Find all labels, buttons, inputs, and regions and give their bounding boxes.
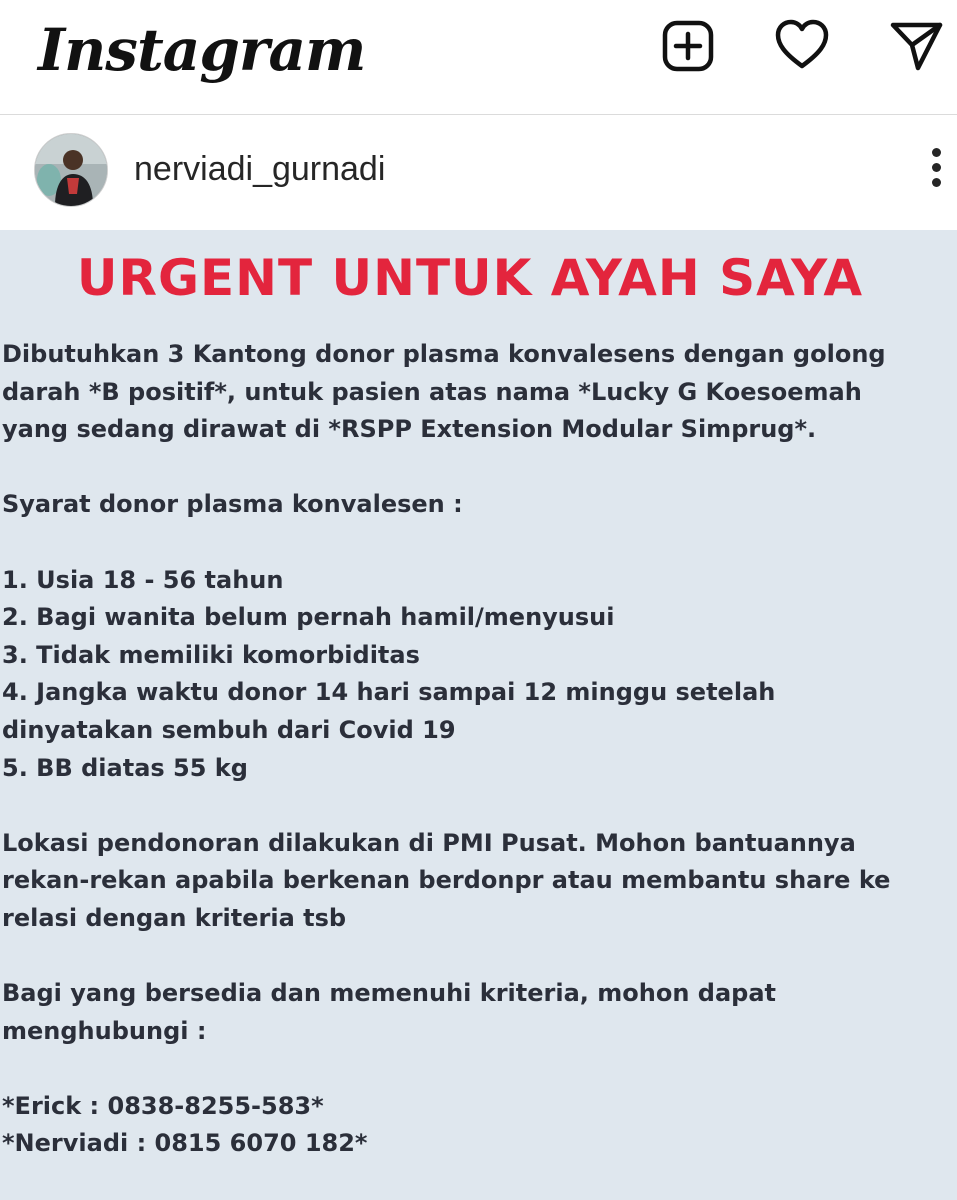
- body-line: 3. Tidak memiliki komorbiditas: [2, 640, 420, 669]
- body-line: 1. Usia 18 - 56 tahun: [2, 565, 284, 594]
- body-line: Bagi yang bersedia dan memenuhi kriteria, mohon dapat: [2, 979, 776, 1008]
- body-spacer: [2, 449, 957, 487]
- body-line: menghubungi :: [2, 1016, 207, 1045]
- more-options-icon[interactable]: [920, 143, 952, 195]
- body-line: *Nerviadi : 0815 6070 182*: [2, 1129, 368, 1158]
- post-header: [0, 115, 957, 230]
- body-spacer: [2, 938, 957, 976]
- body-line: dinyatakan sembuh dari Covid 19: [2, 715, 456, 744]
- body-spacer: [2, 524, 957, 562]
- post-username[interactable]: nerviadi_gurnadi: [134, 150, 386, 188]
- body-line: Dibutuhkan 3 Kantong donor plasma konvalesens dengan golong: [2, 340, 886, 368]
- body-line: 2. Bagi wanita belum pernah hamil/menyusui: [2, 603, 615, 632]
- body-line: Lokasi pendonoran dilakukan di PMI Pusat. Mohon bantuannya: [2, 828, 856, 857]
- body-line: relasi dengan kriteria tsb: [2, 903, 347, 932]
- body-line: yang sedang dirawat di *RSPP Extension Modular Simprug*.: [2, 415, 817, 444]
- body-line: 5. BB diatas 55 kg: [2, 753, 248, 782]
- send-icon[interactable]: [888, 18, 944, 74]
- body-spacer: [2, 1050, 957, 1088]
- body-spacer: [2, 787, 957, 825]
- avatar[interactable]: [34, 133, 108, 207]
- app-header: [0, 0, 957, 115]
- post-image[interactable]: [0, 230, 957, 1200]
- body-line: 4. Jangka waktu donor 14 hari sampai 12 minggu setelah: [2, 678, 776, 707]
- post-image-body: [2, 336, 957, 1163]
- instagram-logo[interactable]: Instagram: [38, 16, 366, 84]
- body-line: *Erick : 0838-8255-583*: [2, 1091, 324, 1120]
- body-line: rekan-rekan apabila berkenan berdonpr atau membantu share ke: [2, 866, 891, 895]
- post-image-headline: URGENT UNTUK AYAH SAYA: [76, 249, 864, 307]
- new-post-icon[interactable]: [660, 18, 716, 74]
- body-line: Syarat donor plasma konvalesen :: [2, 490, 463, 519]
- body-line: darah *B positif*, untuk pasien atas nama *Lucky G Koesoemah: [2, 377, 862, 406]
- heart-icon[interactable]: [774, 18, 830, 74]
